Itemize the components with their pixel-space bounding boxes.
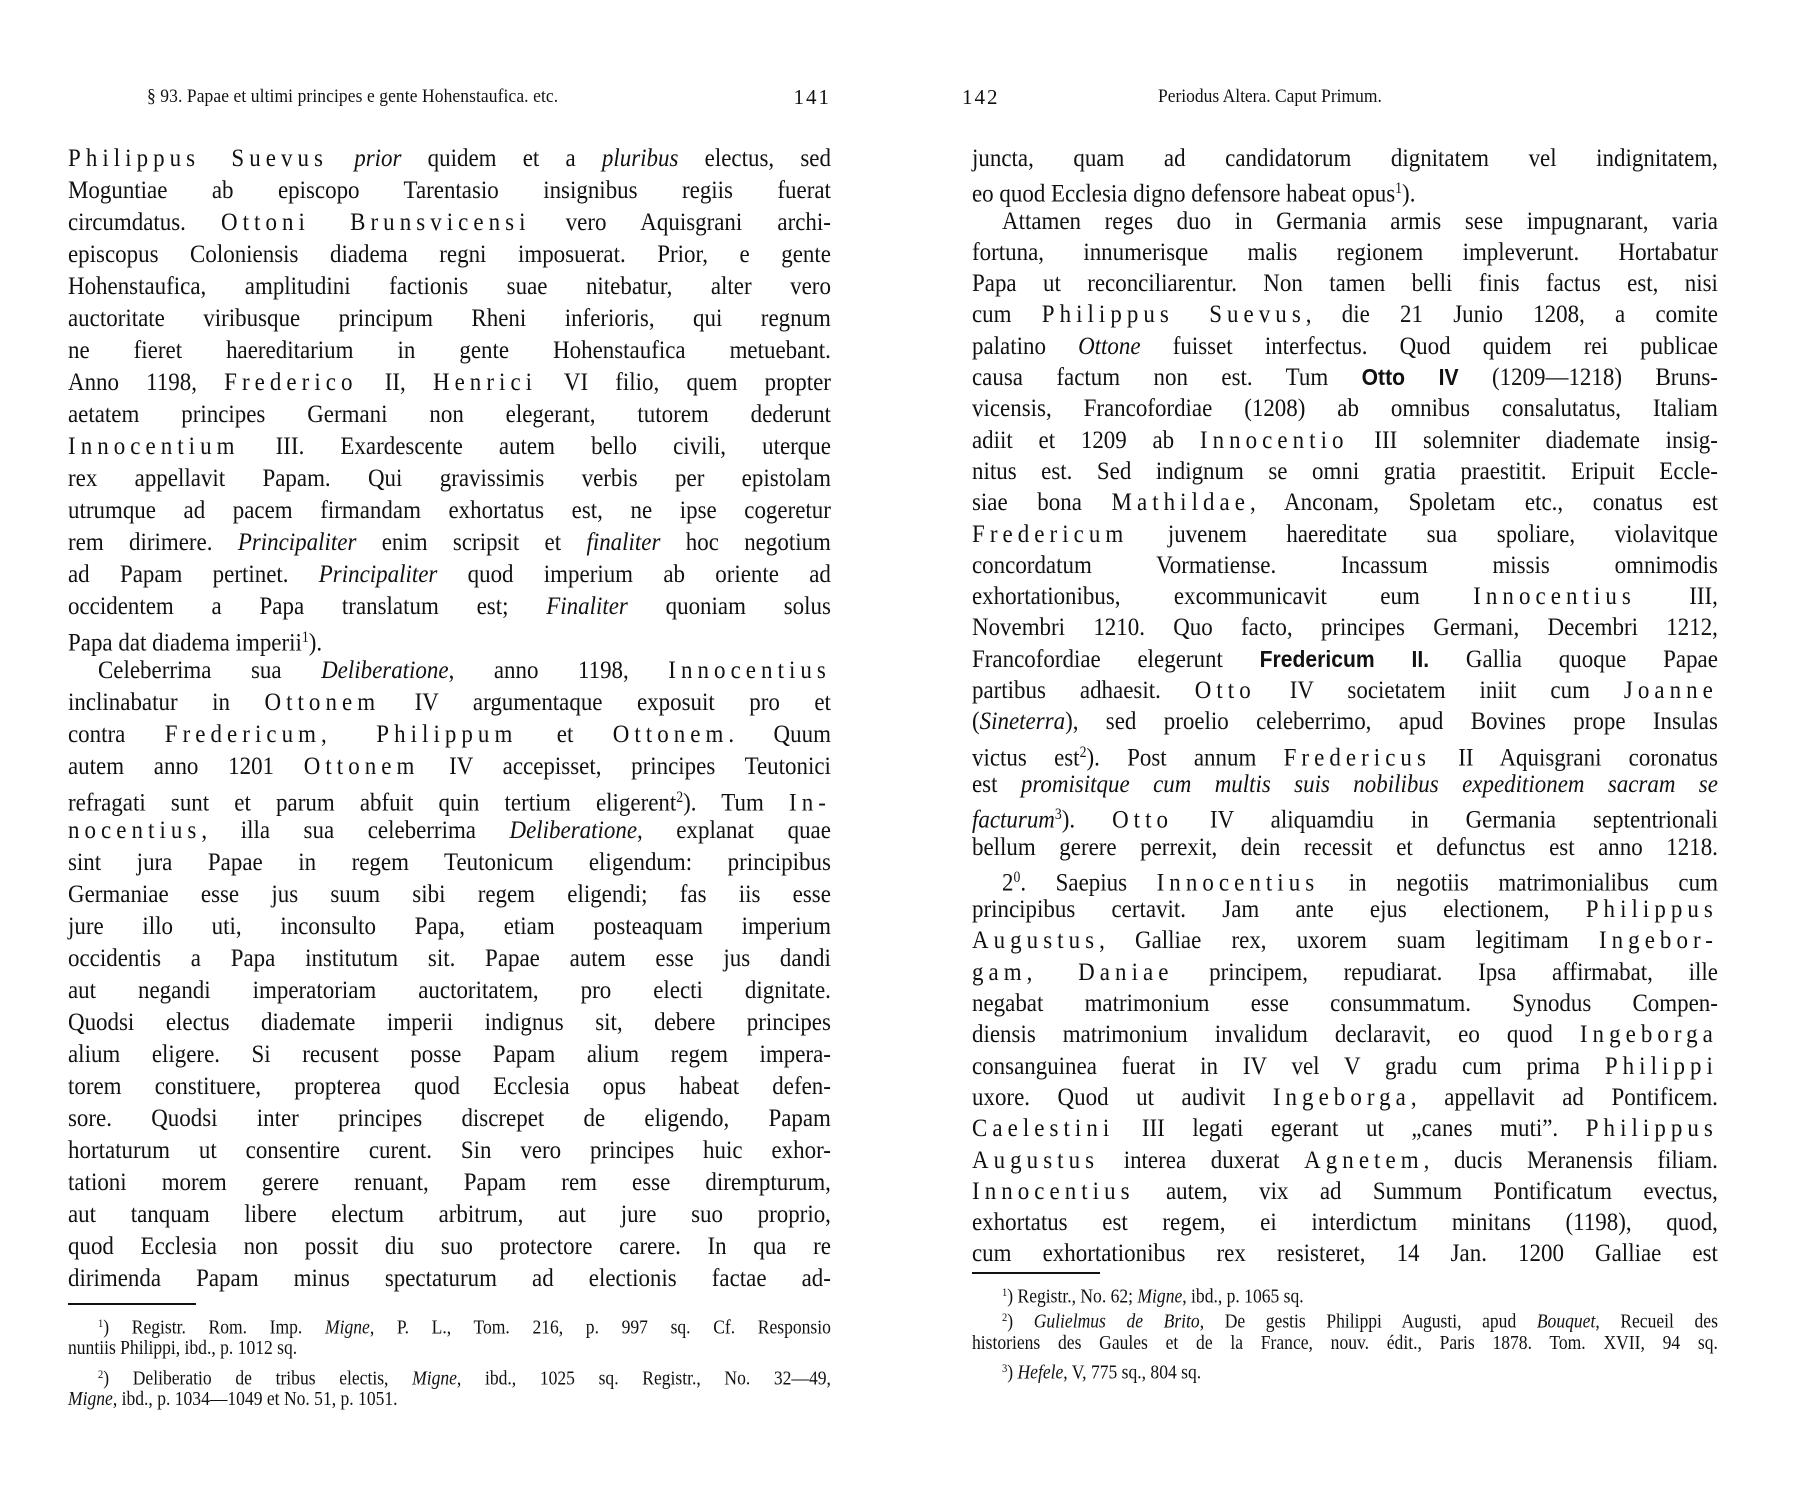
text-line <box>68 302 831 334</box>
text-segment: ) Registr. Rom. Imp. <box>103 1317 325 1339</box>
text-segment: ) Registr., No. 62; <box>1007 1286 1138 1308</box>
text-segment: autem anno 1201 <box>68 751 304 780</box>
footnote-marker: 2 <box>676 789 684 806</box>
bold-text: Otto IV <box>1361 364 1459 391</box>
text-segment: ) <box>1007 1362 1018 1384</box>
text-line <box>68 1230 831 1262</box>
footnote-line <box>68 1311 831 1339</box>
text-segment: rem dirimere. <box>68 527 238 556</box>
footnote-marker: 2 <box>98 1367 104 1381</box>
text-segment: fuisset interfectus. Quod quidem rei publicae <box>1140 330 1718 360</box>
text-segment: hoc negotium <box>660 527 831 556</box>
footnote-line <box>68 1362 831 1390</box>
spaced-name: Ottonem <box>264 687 381 716</box>
text-line <box>68 686 831 718</box>
italic-text: Migne <box>1137 1286 1183 1308</box>
footnote-marker: 1 <box>1002 1286 1008 1299</box>
text-line <box>68 622 831 657</box>
text-segment: interea duxerat <box>1099 1144 1305 1174</box>
text-segment: occidentem a Papa translatum est; <box>68 591 547 620</box>
footnote-marker: 2 <box>1079 743 1087 761</box>
text-line <box>972 486 1718 517</box>
spaced-name: Agnetem <box>1304 1144 1424 1174</box>
text-segment: , die 21 Junio 1208, a comite <box>1305 299 1718 329</box>
text-segment: nuntiis Philippi, ibd., p. 1012 sq. <box>68 1338 298 1360</box>
footnote-line <box>68 1387 831 1412</box>
text-line <box>972 173 1718 208</box>
footnote-line <box>972 1331 1718 1356</box>
spaced-name: Ottonem <box>612 719 729 748</box>
text-segment: adiit et 1209 ab <box>972 424 1200 454</box>
spaced-name: Philippus <box>1585 1113 1718 1143</box>
text-segment: circumdatus. <box>68 207 222 236</box>
text-segment: est <box>972 768 1021 798</box>
text-line <box>972 267 1718 298</box>
text-line <box>972 705 1718 736</box>
text-line <box>972 924 1718 955</box>
text-segment: , ibd., 1025 sq. Registr., No. 32—49, <box>456 1368 831 1390</box>
text-segment: Hohenstaufica, amplitudini factionis suae nitebatur, alter vero <box>68 271 831 300</box>
text-segment: hortaturum ut consentire curent. Sin vero principes huic exhor- <box>68 1135 831 1164</box>
text-segment: diensis matrimonium invalidum declaravit, eo quod <box>972 1019 1580 1049</box>
italic-text: pluribus <box>601 143 679 172</box>
text-segment: quod imperium ab oriente ad <box>437 559 831 588</box>
running-head <box>962 84 1718 110</box>
text-segment: exhortatus est regem, ei interdictum minitans (1198), quod, <box>972 1207 1718 1237</box>
spaced-name: In- <box>788 787 831 817</box>
text-segment: ). <box>1061 804 1113 834</box>
spaced-name: Ingeborga <box>1579 1019 1718 1049</box>
text-line <box>972 768 1718 799</box>
text-line <box>68 846 831 878</box>
body-text <box>68 142 831 1294</box>
text-line <box>68 974 831 1006</box>
text-segment: causa factum non est. Tum <box>972 362 1362 392</box>
italic-text: Deliberatione <box>509 815 638 844</box>
text-line <box>972 580 1718 611</box>
text-line <box>68 1070 831 1102</box>
text-segment: Moguntiae ab episcopo Tarentasio insignibus regiis fuerat <box>68 175 831 204</box>
text-line <box>972 1206 1718 1237</box>
footnote-line <box>972 1356 1718 1384</box>
text-segment: , ibd., p. 1034—1049 et No. 51, p. 1051. <box>112 1388 398 1410</box>
text-segment: auctoritate viribusque principum Rheni inferioris, qui regnum <box>68 303 831 332</box>
italic-text: Bouquet <box>1536 1311 1596 1333</box>
italic-text: Ottone <box>1078 330 1141 360</box>
italic-text: prior <box>354 143 402 172</box>
text-line <box>68 462 831 494</box>
text-line <box>972 1018 1718 1049</box>
text-segment: historiens des Gaules et de la France, nouv. édit., Paris 1878. Tom. XVII, 94 sq. <box>972 1332 1718 1354</box>
text-segment: . Quum <box>728 719 831 748</box>
text-segment: , ducis Meranensis filiam. <box>1423 1144 1718 1174</box>
text-line <box>68 878 831 910</box>
text-segment: enim scripsit et <box>356 527 587 556</box>
text-segment: , ibd., p. 1065 sq. <box>1182 1286 1304 1308</box>
footnote-line <box>68 1336 831 1361</box>
text-line <box>972 1112 1718 1143</box>
text-segment: , appellavit ad Pontificem. <box>1410 1081 1718 1111</box>
text-line <box>68 654 831 686</box>
spaced-name: Innocentius <box>1156 867 1320 897</box>
footnote-marker: 1 <box>1395 180 1403 198</box>
running-head-title: § 93. Papae et ultimi principes e gente Hohenstaufica. etc. <box>147 86 559 107</box>
footnote-marker: 1 <box>98 1317 104 1330</box>
text-segment: ). Tum <box>683 787 789 817</box>
text-segment: autem, vix ad Summum Pontificatum evectus, <box>1134 1175 1718 1205</box>
text-segment: III. Exardescente autem bello civili, uterque <box>239 431 831 460</box>
text-segment: et <box>517 719 613 748</box>
text-line <box>68 910 831 942</box>
text-line <box>68 398 831 430</box>
footnote-rule <box>68 1303 196 1305</box>
text-line <box>68 750 831 782</box>
text-segment: concordatum Vormatiense. Incassum missis omnimodis <box>972 549 1718 579</box>
text-segment: ), sed proelio celeberrimo, apud Bovines prope Insulas <box>1065 706 1718 736</box>
footnotes <box>68 1311 831 1412</box>
text-segment: tationi morem gerere renuant, Papam rem esse dirempturum, <box>68 1167 831 1196</box>
text-line <box>68 142 831 174</box>
text-segment: rex appellavit Papam. Qui gravissimis verbis per epistolam <box>68 463 831 492</box>
spaced-name: Otto <box>1194 675 1256 705</box>
text-segment: alium eligere. Si recusent posse Papam alium regem impera- <box>68 1039 831 1068</box>
text-segment: negabat matrimonium esse consummatum. Synodus Compen- <box>972 988 1718 1018</box>
text-segment: ( <box>972 706 980 736</box>
text-segment: quoniam solus <box>627 591 831 620</box>
text-line <box>972 1050 1718 1081</box>
spaced-name: Ingeborga <box>1272 1081 1411 1111</box>
text-line <box>972 643 1718 674</box>
page-number: 141 <box>793 85 831 109</box>
text-line <box>68 174 831 206</box>
spaced-name: Ottoni Brunsvicensi <box>221 207 531 236</box>
text-line <box>68 814 831 846</box>
text-line <box>68 1166 831 1198</box>
text-segment: II Aquisgrani coronatus <box>1430 742 1718 772</box>
text-segment: ) Deliberatio de tribus electis, <box>103 1368 413 1390</box>
text-line <box>972 1237 1718 1268</box>
spaced-name: Fredericum, Philippum <box>164 719 518 748</box>
text-segment: II, <box>357 367 433 396</box>
spaced-name: Philippus Suevus <box>1041 299 1306 329</box>
italic-text: finaliter <box>586 527 661 556</box>
text-line <box>68 238 831 270</box>
italic-text: Deliberatione <box>321 655 449 684</box>
footnotes <box>972 1280 1718 1384</box>
text-segment: , Recueil des <box>1595 1311 1718 1333</box>
italic-text: promisitque cum multis suis nobilibus expeditionem sacram se <box>1020 768 1718 798</box>
text-segment: contra <box>68 719 165 748</box>
text-segment: Papa dat diadema imperii <box>68 627 302 657</box>
text-segment: aut tanquam libere electum arbitrum, aut jure suo proprio, <box>68 1199 831 1228</box>
text-segment: Anno 1198, <box>68 367 225 396</box>
text-line <box>972 611 1718 642</box>
text-segment: , Galliae rex, uxorem suam legitimam <box>1099 925 1599 955</box>
text-segment: sint jura Papae in regem Teutonicum eligendum: principibus <box>68 847 831 876</box>
text-segment: fortuna, innumerisque malis regionem impleverunt. Hortabatur <box>972 236 1718 266</box>
text-segment: vicensis, Francofordiae (1208) ab omnibus consalutatus, Italiam <box>972 393 1718 423</box>
text-segment: , anno 1198, <box>448 655 669 684</box>
text-segment: partibus adhaesit. <box>972 675 1195 705</box>
footnote-line <box>972 1305 1718 1333</box>
text-line <box>972 674 1718 705</box>
text-segment: , V, 775 sq., 804 sq. <box>1063 1362 1202 1384</box>
spaced-name: Philippi <box>1604 1050 1718 1080</box>
text-segment: juvenem haereditate sua spoliare, violavitque <box>1128 518 1718 548</box>
text-line <box>68 430 831 462</box>
text-line <box>972 205 1718 236</box>
text-segment: in negotiis matrimonialibus cum <box>1319 867 1718 897</box>
text-segment: Novembri 1210. Quo facto, principes Germani, Decembri 1212, <box>972 612 1718 642</box>
text-line <box>972 518 1718 549</box>
text-line <box>972 1144 1718 1175</box>
spaced-name: Innocentius <box>668 655 831 684</box>
text-segment: nitus est. Sed indignum se omni gratia praestitit. Eripuit Eccle- <box>972 455 1718 485</box>
footnote-marker: 2 <box>1002 1311 1008 1325</box>
footnote-marker: 1 <box>301 629 309 646</box>
bold-text: Fredericum II. <box>1259 645 1430 672</box>
text-line <box>68 334 831 366</box>
text-line <box>972 424 1718 455</box>
spaced-name: Joanne <box>1623 675 1718 705</box>
italic-text: facturum <box>972 804 1055 834</box>
text-segment: torem constituere, propterea quod Ecclesia opus habeat defen- <box>68 1071 831 1100</box>
italic-text: Gulielmus de Brito <box>1033 1311 1200 1333</box>
text-segment: Papa ut reconciliarentur. Non tamen belli finis factus est, nisi <box>972 268 1718 298</box>
text-segment: consanguinea fuerat in IV vel V gradu cum prima <box>972 1050 1605 1080</box>
text-segment: IV argumentaque exposuit pro et <box>380 687 831 716</box>
footnote-marker: 3 <box>1054 806 1062 824</box>
text-line <box>972 330 1718 361</box>
text-segment: IV aliquamdiu in Germania septentrionali <box>1173 804 1718 834</box>
italic-text: Hefele <box>1017 1362 1064 1384</box>
text-segment: (1209—1218) Bruns- <box>1458 362 1718 392</box>
text-segment: , explanat quae <box>637 815 831 844</box>
text-line <box>68 366 831 398</box>
text-segment: electus, sed <box>678 143 831 172</box>
text-line <box>972 987 1718 1018</box>
text-segment: uxore. Quod ut audivit <box>972 1081 1273 1111</box>
spaced-name: Fredericum <box>972 518 1129 548</box>
text-segment: principibus certavit. Jam ante ejus electionem, <box>972 894 1586 924</box>
text-segment: cum exhortationibus rex resisteret, 14 Jan. 1200 Galliae est <box>972 1238 1718 1268</box>
text-line <box>972 455 1718 486</box>
text-segment: principem, repudiarat. Ipsa affirmabat, ille <box>1173 956 1718 986</box>
italic-text: Principaliter <box>318 559 438 588</box>
text-segment: ) <box>1007 1311 1034 1333</box>
text-segment: vero Aquisgrani archi- <box>530 207 831 236</box>
text-segment: eo quod Ecclesia digno defensore habeat opus <box>972 178 1396 208</box>
body-text <box>972 142 1718 1269</box>
text-segment: ). <box>1402 178 1416 208</box>
text-line <box>68 270 831 302</box>
text-line <box>68 782 831 817</box>
text-segment: Francofordiae elegerunt <box>972 643 1260 673</box>
text-line <box>972 862 1718 897</box>
text-segment: dirimenda Papam minus spectaturum ad electionis factae ad- <box>68 1263 831 1292</box>
text-segment: utrumque ad pacem firmandam exhortatus est, ne ipse cogeretur <box>68 495 831 524</box>
text-line <box>972 361 1718 392</box>
text-line <box>972 1175 1718 1206</box>
text-line <box>972 831 1718 862</box>
spaced-name: Augustus <box>972 925 1100 955</box>
text-line <box>68 558 831 590</box>
spaced-name: Otto <box>1112 804 1174 834</box>
text-line <box>68 1134 831 1166</box>
left-page <box>68 0 831 1500</box>
text-segment: inclinabatur in <box>68 687 265 716</box>
text-segment: cum <box>972 299 1042 329</box>
spaced-name: Frederico <box>224 367 358 396</box>
text-segment: . Saepius <box>1020 867 1157 897</box>
spaced-name: Ottonem <box>303 751 420 780</box>
spaced-name: Innocentio <box>1199 424 1349 454</box>
text-segment: quod Ecclesia non possit diu suo protectore carere. In qua re <box>68 1231 831 1260</box>
text-segment: siae bona <box>972 487 1112 517</box>
text-segment: ). Post annum <box>1086 742 1284 772</box>
footnote-marker: 3 <box>1002 1361 1008 1375</box>
text-line <box>68 942 831 974</box>
text-segment: occidentis a Papa institutum sit. Papae autem esse jus dandi <box>68 943 831 972</box>
text-segment: sore. Quodsi inter principes discrepet de eligendo, Papam <box>68 1103 831 1132</box>
text-line <box>972 142 1718 173</box>
footnote-marker: 0 <box>1013 868 1021 886</box>
spaced-name: Fredericus <box>1283 742 1431 772</box>
text-segment: jure illo uti, inconsulto Papa, etiam posteaquam imperium <box>68 911 831 940</box>
text-line <box>68 1006 831 1038</box>
text-line <box>972 1081 1718 1112</box>
running-head <box>68 84 831 110</box>
page-number: 142 <box>962 85 1000 109</box>
text-segment: quidem et a <box>401 143 602 172</box>
text-segment: IV societatem iniit cum <box>1255 675 1624 705</box>
text-line <box>68 1102 831 1134</box>
spaced-name: Caelestini <box>972 1113 1115 1143</box>
spaced-name: Innocentius <box>1473 581 1636 611</box>
spaced-name: Innocentium <box>68 431 240 460</box>
text-line <box>972 392 1718 423</box>
text-segment: , De gestis Philippi Augusti, apud <box>1199 1311 1537 1333</box>
italic-text: Sineterra <box>979 706 1066 736</box>
text-segment: juncta, quam ad candidatorum dignitatem vel indignitatem, <box>972 143 1718 172</box>
spaced-name: nocentius <box>68 815 202 844</box>
spaced-name: Mathildae <box>1111 487 1250 517</box>
italic-text: Migne <box>324 1317 370 1339</box>
running-head-title: Periodus Altera. Caput Primum. <box>1158 86 1382 107</box>
text-line <box>68 494 831 526</box>
text-segment: ne fieret haereditarium in gente Hohenstaufica metuebant. <box>68 335 831 364</box>
text-segment: 2 <box>1002 867 1014 897</box>
spaced-name: Ingebor- <box>1598 925 1718 955</box>
text-segment: Celeberrima sua <box>98 655 322 684</box>
spaced-name: Henrici <box>432 367 538 396</box>
text-segment: victus est <box>972 742 1080 772</box>
text-line <box>68 590 831 622</box>
text-segment: , P. L., Tom. 216, p. 997 sq. Cf. Responsio <box>369 1317 831 1339</box>
text-line <box>68 1198 831 1230</box>
text-segment: palatino <box>972 330 1079 360</box>
text-segment: Gallia quoque Papae <box>1429 643 1718 673</box>
text-segment: Attamen reges duo in Germania armis sese impugnarant, varia <box>1002 205 1718 235</box>
text-segment: IV accepisset, principes Teutonici <box>419 751 831 780</box>
text-segment: episcopus Coloniensis diadema regni imposuerat. Prior, e gente <box>68 239 831 268</box>
text-segment: VI filio, quem propter <box>537 367 831 396</box>
italic-text: Migne <box>412 1368 457 1390</box>
text-segment: Germaniae esse jus suum sibi regem eligendi; fas iis esse <box>68 879 831 908</box>
text-line <box>972 799 1718 834</box>
text-line <box>972 298 1718 329</box>
text-line <box>68 526 831 558</box>
text-segment: III legati egerant ut „canes muti”. <box>1114 1113 1586 1143</box>
text-line <box>972 956 1718 987</box>
text-line <box>68 1262 831 1294</box>
text-segment: Quodsi electus diademate imperii indignus sit, debere principes <box>68 1007 831 1036</box>
text-segment: aut negandi imperatoriam auctoritatem, pro electi dignitate. <box>68 975 831 1004</box>
italic-text: Finaliter <box>546 591 628 620</box>
spaced-name: Innocentius <box>972 1175 1135 1205</box>
spaced-name: Augustus <box>972 1144 1100 1174</box>
text-segment: exhortationibus, excommunicavit eum <box>972 581 1474 611</box>
right-page <box>962 0 1718 1500</box>
text-line <box>68 1038 831 1070</box>
footnote-line <box>972 1280 1718 1308</box>
text-line <box>972 236 1718 267</box>
text-line <box>972 893 1718 924</box>
italic-text: Principaliter <box>237 527 357 556</box>
text-segment: ). <box>308 627 323 657</box>
text-segment: ad Papam pertinet. <box>68 559 319 588</box>
text-segment <box>328 143 354 172</box>
text-segment: aetatem principes Germani non elegerant, tutorem dederunt <box>68 399 831 428</box>
text-line <box>68 718 831 750</box>
text-segment: refragati sunt et parum abfuit quin tertium eligerent <box>68 787 677 817</box>
text-line <box>68 206 831 238</box>
spaced-name: Philippus Suevus <box>68 143 329 172</box>
spaced-name: Philippus <box>1585 894 1718 924</box>
text-segment: bellum gerere perrexit, dein recessit et defunctus est anno 1218. <box>972 831 1718 861</box>
spaced-name: gam, Daniae <box>972 956 1174 986</box>
italic-text: Migne <box>68 1388 113 1410</box>
text-segment: III, <box>1635 581 1718 611</box>
text-segment: , illa sua celeberrima <box>201 815 510 844</box>
footnote-rule <box>972 1272 1100 1274</box>
text-segment: , Anconam, Spoletam etc., conatus est <box>1249 487 1718 517</box>
text-segment: III solemniter diademate insig- <box>1348 424 1718 454</box>
text-line <box>972 737 1718 772</box>
text-line <box>972 549 1718 580</box>
